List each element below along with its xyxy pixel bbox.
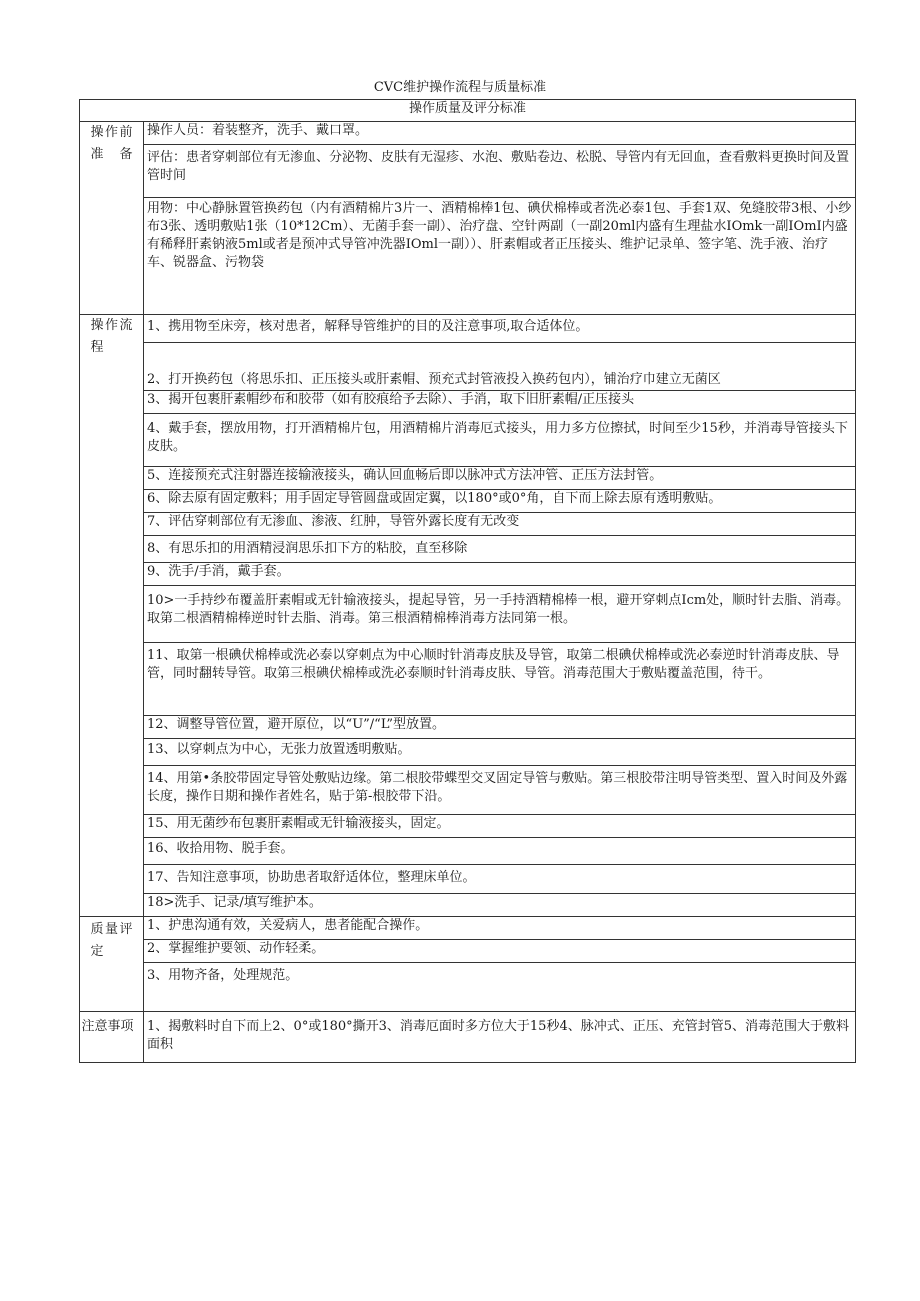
table-row (80, 838, 856, 865)
table-cell: 评估：患者穿刺部位有无渗血、分泌物、皮肤有无湿疹、水泡、敷贴卷边、松脱、导管内有无回血，查看敷料更换时间及置管时间 (144, 145, 856, 198)
table-cell: 10>一手持纱布覆盖肝素帽或无针输液接头，提起导管，另一手持酒精棉棒一根，避开穿刺点Icm处，顺时针去脂、消毒。取第二根酒精棉棒逆时针去脂、消毒。第三根酒精棉棒消毒方法同第一根。 (144, 586, 856, 643)
table-row (80, 865, 856, 894)
table-cell: 1、揭敷料时自下而上2、0°或180°撕开3、消毒厄面时多方位大于15秒4、脉冲式、正压、充管封管5、消毒范围大于敷料面积 (144, 1012, 856, 1063)
section-category-label: 操作流程 (90, 318, 133, 355)
table-row (80, 894, 856, 917)
table-row (80, 586, 856, 643)
quality-standard-table (79, 99, 856, 1063)
section-category-prep (80, 122, 144, 315)
table-cell: 15、用无菌纱布包裹肝素帽或无针输液接头，固定。 (144, 815, 856, 838)
table-cell: 操作人员：着装整齐，洗手、戴口罩。 (144, 122, 856, 145)
table-header: 操作质量及评分标准 (80, 100, 856, 122)
table-cell: 12、调整导管位置，避开原位，以“U”/“L”型放置。 (144, 716, 856, 739)
table-row (80, 145, 856, 198)
table-cell: 13、以穿刺点为中心，无张力放置透明敷贴。 (144, 739, 856, 766)
table-cell: 3、揭开包裹肝素帽纱布和胶带（如有胶痕给予去除）、手消，取下旧肝素帽/正压接头 (144, 391, 856, 414)
table-cell: 11、取第一根碘伏棉棒或洗必泰以穿刺点为中心顺时针消毒皮肤及导管，取第二根碘伏棉棒或洗必泰逆时针消毒皮肤、导管，同时翻转导管。取第三根碘伏棉棒或洗必泰顺时针消毒皮肤、导管。消毒范围大于敷贴覆盖范围，待干。 (144, 643, 856, 716)
table-cell: 17、告知注意事项，协助患者取舒适体位，整理床单位。 (144, 865, 856, 894)
table-row (80, 815, 856, 838)
table-row (80, 643, 856, 716)
section-category-label: 操作前准备 (90, 125, 133, 162)
table-row (80, 1012, 856, 1063)
table-row (80, 716, 856, 739)
document-title: CVC维护操作流程与质量标准 (373, 80, 547, 95)
table-cell: 16、收拾用物、脱手套。 (144, 838, 856, 865)
table-row (80, 940, 856, 963)
table-row (80, 536, 856, 563)
table-row (80, 315, 856, 343)
table-row (80, 343, 856, 391)
table-row (80, 198, 856, 315)
section-category-procedure (80, 315, 144, 917)
table-row (80, 414, 856, 467)
table-row (80, 122, 856, 145)
table-row (80, 467, 856, 490)
table-cell: 7、评估穿刺部位有无渗血、渗液、红肿，导管外露长度有无改变 (144, 513, 856, 536)
table-cell: 用物：中心静脉置管换药包（内有酒精棉片3片一、酒精棉棒1包、碘伏棉棒或者洗必泰1包、手套1双、免缝胶带3根、小纱布3张、透明敷贴1张（10*12Cm）、无菌手套一副）、治疗盘、空针两副（一副20ml内盛有生理盐水IOmk一副IOmI内盛有稀释肝素钠液5ml或者是预冲式导管冲洗器IOml一副））、肝素帽或者正压接头、维护记录单、签字笔、洗手液、治疗车、锐器盒、污物袋 (144, 198, 856, 315)
table-cell: 14、用第•条胶带固定导管处敷贴边缘。第二根胶带蝶型交叉固定导管与敷贴。第三根胶带注明导管类型、置入时间及外露长度，操作日期和操作者姓名，贴于第-根胶带下沿。 (144, 766, 856, 815)
table-row (80, 963, 856, 1012)
table-cell: 3、用物齐备，处理规范。 (144, 963, 856, 1012)
table-row (80, 513, 856, 536)
table-row (80, 391, 856, 414)
table-row (80, 766, 856, 815)
section-category-quality (80, 917, 144, 1012)
table-row (80, 917, 856, 940)
table-header-row (80, 100, 856, 122)
section-category-notes (80, 1012, 144, 1063)
table-cell: 9、洗手/手消，戴手套。 (144, 563, 856, 586)
table-row (80, 490, 856, 513)
table-cell: 5、连接预充式注射器连接输液接头，确认回血畅后即以脉冲式方法冲管、正压方法封管。 (144, 467, 856, 490)
table-cell: 4、戴手套，摆放用物，打开酒精棉片包，用酒精棉片消毒厄式接头，用力多方位擦拭，时间至少15秒，并消毒导管接头下皮肤。 (144, 414, 856, 467)
table-cell: 18>洗手、记录/填写维护本。 (144, 894, 856, 917)
table-cell: 6、除去原有固定敷料；用手固定导管圆盘或固定翼，以180°或0°角，自下而上除去原有透明敷贴。 (144, 490, 856, 513)
section-category-label: 注意事项 (81, 1019, 134, 1034)
table-cell: 2、掌握维护要领、动作轻柔。 (144, 940, 856, 963)
table-cell: 1、护患沟通有效，关爱病人，患者能配合操作。 (144, 917, 856, 940)
table-row (80, 563, 856, 586)
section-category-label: 质量评定 (90, 922, 133, 959)
table-cell: 8、有思乐扣的用酒精浸润思乐扣下方的粘胶，直至移除 (144, 536, 856, 563)
table-row (80, 739, 856, 766)
table-cell: 1、携用物至床旁，核对患者，解释导管维护的目的及注意事项,取合适体位。 (144, 315, 856, 343)
table-cell: 2、打开换药包（将思乐扣、正压接头或肝素帽、预充式封管液投入换药包内），铺治疗巾建立无菌区 (144, 343, 856, 391)
